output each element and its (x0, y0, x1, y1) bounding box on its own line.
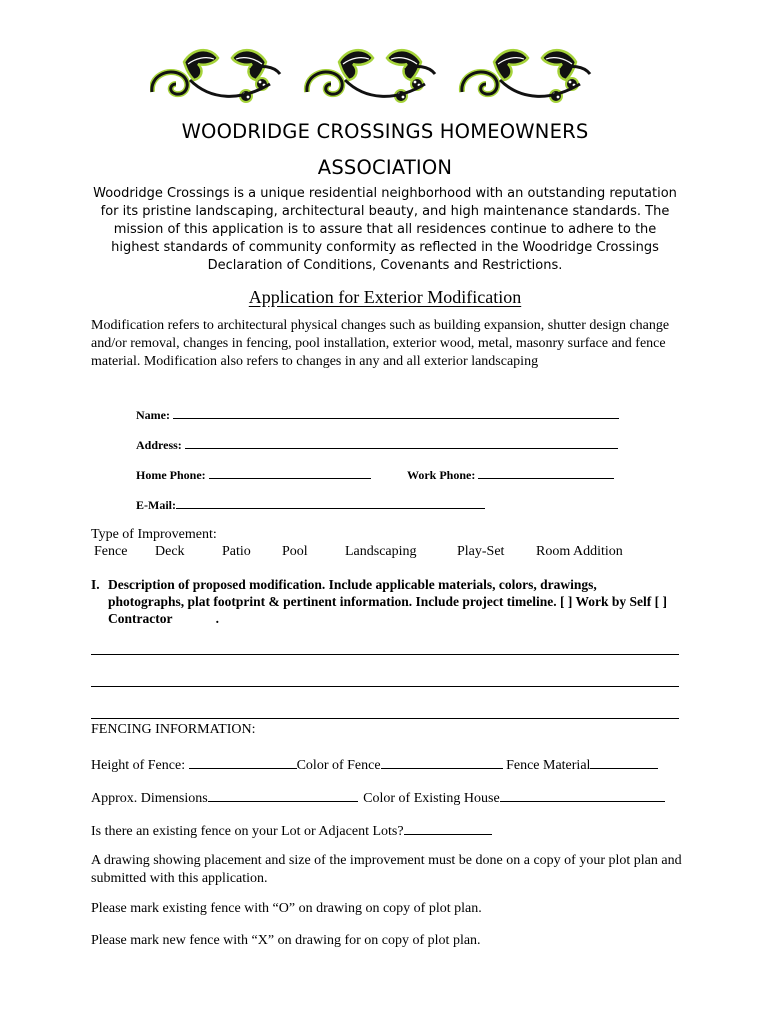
home-phone-label: Home Phone: (136, 468, 206, 482)
address-field[interactable] (136, 436, 618, 453)
dimensions-line[interactable] (208, 788, 358, 802)
address-line[interactable] (185, 436, 618, 449)
dimensions-label: Approx. Dimensions (91, 791, 208, 806)
trailing-period: . (215, 611, 219, 626)
description-section (91, 576, 671, 627)
improvement-option-pool[interactable]: Pool (282, 544, 308, 559)
description-line-1[interactable] (91, 654, 679, 655)
improvement-option-fence[interactable]: Fence (94, 544, 128, 559)
improvement-type-label: Type of Improvement: (91, 527, 217, 542)
color-label: Color of Fence (296, 758, 381, 773)
work-phone-label: Work Phone: (407, 468, 476, 482)
fencing-heading: FENCING INFORMATION: (91, 722, 256, 737)
modification-description: Modification refers to architectural physical changes such as building expansion, shutter design change and/or removal, changes in fencing, pool installation, exterior wood, metal, masonry surface and fence material. Modification also refers to changes in any and all exterior landscaping (91, 318, 670, 369)
dimensions-row (91, 788, 665, 807)
description-line-3[interactable] (91, 718, 679, 719)
work-by-self-checkbox[interactable]: [ ] Work by Self (560, 594, 652, 609)
improvement-option-patio[interactable]: Patio (222, 544, 251, 559)
name-label: Name: (136, 408, 170, 422)
description-line-2[interactable] (91, 686, 679, 687)
description-instructions: Description of proposed modification. Include applicable materials, colors, drawings, photographs, plat footprint & pertinent information. Include project timeline. (108, 577, 597, 609)
work-phone-field[interactable] (407, 466, 614, 483)
address-label: Address: (136, 438, 182, 452)
improvement-option-landscaping[interactable]: Landscaping (345, 544, 417, 559)
house-color-label: Color of Existing House (363, 791, 500, 806)
contractor-checkbox[interactable]: [ ] Contractor (108, 594, 668, 626)
height-line[interactable] (189, 755, 297, 769)
material-line[interactable] (590, 755, 658, 769)
fence-details-row (91, 755, 658, 774)
existing-fence-row (91, 821, 492, 840)
improvement-option-play-set[interactable]: Play-Set (457, 544, 505, 559)
existing-fence-question: Is there an existing fence on your Lot or Adjacent Lots? (91, 824, 404, 839)
mark-new-note: Please mark new fence with “X” on drawing for on copy of plot plan. (91, 933, 481, 948)
form-subtitle-text: Application for Exterior Modification (248, 287, 522, 307)
improvement-option-room-addition[interactable]: Room Addition (536, 544, 623, 559)
height-label: Height of Fence: (91, 758, 186, 773)
name-line[interactable] (173, 406, 619, 419)
material-label: Fence Material (506, 758, 591, 773)
email-line[interactable] (176, 496, 485, 509)
form-subtitle (0, 287, 770, 308)
email-label: E-Mail: (136, 498, 176, 512)
house-color-line[interactable] (500, 788, 665, 802)
leaf-vine-ornament-icon (150, 40, 620, 112)
work-phone-line[interactable] (478, 466, 614, 479)
existing-fence-line[interactable] (404, 821, 492, 835)
association-title-line2: ASSOCIATION (317, 156, 453, 179)
home-phone-line[interactable] (209, 466, 371, 479)
association-intro: Woodridge Crossings is a unique residential neighborhood with an outstanding reputation for its pristine landscaping, architectural beauty, and high maintenance standards. The mission of this application is to assure that all residences continue to adhere to the highest standards of community conformity as reflected in the Woodridge Crossings Declaration of Conditions, Covenants and Restrictions. (93, 186, 677, 273)
section-number: I. (91, 577, 100, 592)
color-line[interactable] (381, 755, 503, 769)
association-title-line1: WOODRIDGE CROSSINGS HOMEOWNERS (181, 120, 589, 143)
name-field[interactable] (136, 406, 619, 423)
email-field[interactable] (136, 496, 485, 513)
mark-existing-note: Please mark existing fence with “O” on drawing on copy of plot plan. (91, 901, 482, 916)
drawing-note: A drawing showing placement and size of the improvement must be done on a copy of your plot plan and submitted with this application. (91, 853, 682, 886)
home-phone-field[interactable] (136, 466, 371, 483)
improvement-option-deck[interactable]: Deck (155, 544, 185, 559)
